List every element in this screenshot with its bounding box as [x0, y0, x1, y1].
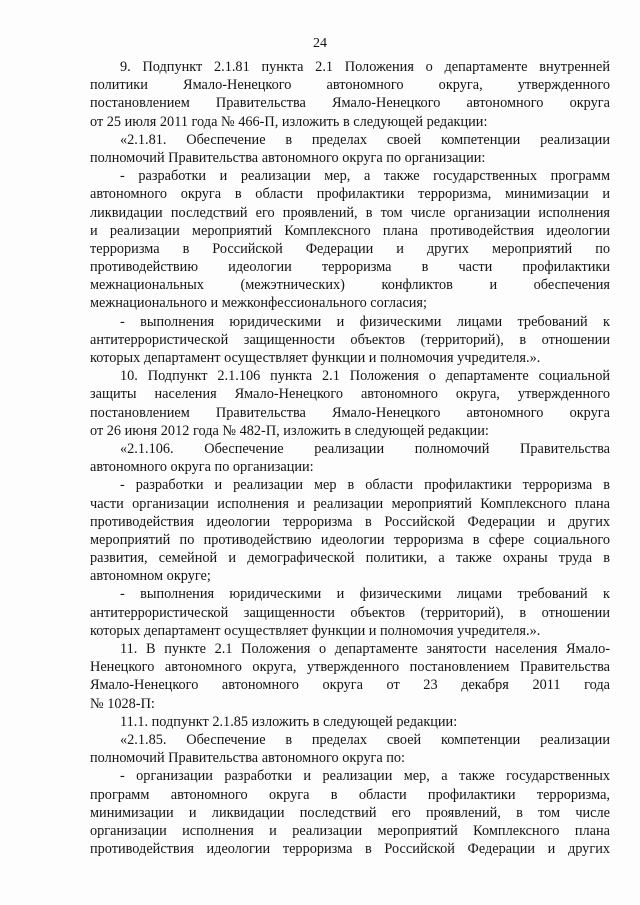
text-line: мероприятий по противодействию идеологии терроризма в сфере социального — [90, 531, 610, 548]
text-line: «2.1.85. Обеспечение в пределах своей компетенции реализации — [120, 731, 610, 748]
page-number: 24 — [313, 36, 327, 51]
text-line: противодействия идеологии терроризма в Российской Федерации и других — [90, 841, 610, 858]
text-line: 9. Подпункт 2.1.81 пункта 2.1 Положения о департаменте внутренней — [120, 59, 610, 75]
text-line: постановлением Правительства Ямало-Ненецкого автономного округа — [90, 404, 610, 421]
text-line: 10. Подпункт 2.1.106 пункта 2.1 Положения о департаменте социальной — [120, 368, 610, 385]
text-line: антитеррористической защищенности объектов (территорий), в отношении — [90, 331, 610, 348]
text-line: ликвидации последствий его проявлений, в том числе организации исполнения — [90, 204, 610, 221]
text-line: от 26 июня 2012 года № 482-П, изложить в следующей редакции: — [90, 422, 489, 439]
text-line: автономном округе; — [90, 568, 211, 585]
text-line: Ненецкого автономного округа, утвержденного постановлением Правительства — [90, 659, 610, 676]
text-line: межнациональных (межэтнических) конфликтов и обеспечения — [90, 277, 610, 294]
text-line: автономного округа по организации: — [90, 459, 314, 476]
text-line: полномочий Правительства автономного округа по: — [90, 750, 406, 767]
text-line: программ автономного округа в области профилактики терроризма, — [90, 786, 610, 803]
text-line: «2.1.81. Обеспечение в пределах своей компетенции реализации — [120, 131, 610, 148]
text-line: Ямало-Ненецкого автономного округа от 23 декабря 2011 года — [90, 677, 610, 694]
text-line: от 25 июля 2011 года № 466-П, изложить в следующей редакции: — [90, 113, 488, 130]
text-line: - разработки и реализации мер в области профилактики терроризма в — [120, 477, 610, 494]
text-line: части организации исполнения и реализации мероприятий Комплексного плана — [90, 495, 610, 512]
text-line: антитеррористической защищенности объектов (территорий), в отношении — [90, 604, 610, 621]
text-line: - разработки и реализации мер, а также государственных программ — [120, 168, 610, 185]
text-line: полномочий Правительства автономного округа по организации: — [90, 149, 486, 166]
text-line: противодействию идеологии терроризма в части профилактики — [90, 259, 610, 276]
text-line: защиты населения Ямало-Ненецкого автономного округа, утвержденного — [90, 386, 610, 403]
text-line: - выполнения юридическими и физическими лицами требований к — [120, 313, 610, 330]
text-line: постановлением Правительства Ямало-Ненецкого автономного округа — [90, 95, 610, 112]
text-line: «2.1.106. Обеспечение реализации полномочий Правительства — [120, 440, 610, 457]
text-line: - выполнения юридическими и физическими лицами требований к — [120, 586, 610, 603]
text-line: развития, семейной и демографической политики, а также охраны труда в — [90, 550, 610, 567]
text-line: минимизации и ликвидации последствий его проявлений, в том числе — [90, 804, 610, 821]
text-line: - организации разработки и реализации мер, а также государственных — [120, 768, 610, 785]
document-body — [90, 58, 610, 858]
text-line: которых департамент осуществляет функции и полномочия учредителя.». — [90, 622, 541, 639]
text-line: № 1028-П: — [90, 695, 155, 712]
text-line: автономного округа в области профилактики терроризма, минимизации и — [90, 186, 610, 203]
text-line: которых департамент осуществляет функции и полномочия учредителя.». — [90, 350, 541, 366]
text-line: терроризма в Российской Федерации и других мероприятий по — [90, 240, 610, 257]
text-line: 11.1. подпункт 2.1.85 изложить в следующей редакции: — [120, 713, 458, 730]
text-line: и реализации мероприятий Комплексного плана противодействия идеологии — [90, 222, 610, 239]
text-line: 11. В пункте 2.1 Положения о департаменте занятости населения Ямало- — [120, 641, 610, 657]
text-line: межнационального и межконфессионального согласия; — [90, 295, 427, 312]
text-line: политики Ямало-Ненецкого автономного округа, утвержденного — [90, 77, 610, 94]
text-line: противодействия идеологии терроризма в Российской Федерации и других — [90, 513, 610, 530]
text-line: организации исполнения и реализации мероприятий Комплексного плана — [90, 822, 610, 839]
